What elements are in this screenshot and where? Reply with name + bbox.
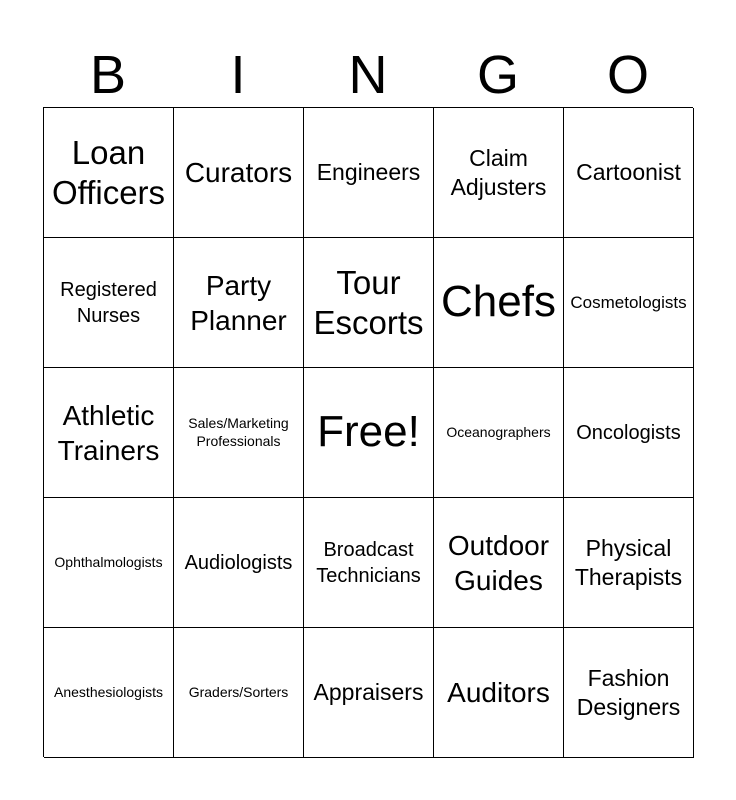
cell-label: Registered Nurses	[60, 278, 157, 327]
bingo-cell[interactable]	[44, 628, 174, 758]
cell-label: Graders/Sorters	[188, 683, 289, 700]
bingo-cell[interactable]	[434, 498, 564, 628]
cell-label: Engineers	[316, 159, 421, 186]
cell-label: Auditors	[447, 677, 550, 708]
bingo-cell[interactable]	[174, 498, 304, 628]
cell-label: Athletic Trainers	[57, 399, 160, 466]
cell-label: Fashion Designers	[576, 664, 681, 720]
cell-label: Oncologists	[576, 421, 681, 444]
cell-label: Outdoor Guides	[447, 529, 550, 596]
cell-label: Loan Officers	[51, 133, 166, 211]
cell-label: Anesthesiologists	[54, 683, 163, 700]
bingo-cell[interactable]	[564, 238, 694, 368]
bingo-cell[interactable]	[44, 238, 174, 368]
bingo-cell[interactable]	[174, 238, 304, 368]
bingo-board	[43, 107, 693, 757]
cell-label: Sales/Marketing Professionals	[188, 415, 289, 449]
cell-label: Broadcast Technicians	[316, 538, 421, 587]
cell-label: Curators	[184, 157, 293, 188]
cell-label: Physical Therapists	[574, 534, 683, 590]
bingo-cell[interactable]	[434, 628, 564, 758]
bingo-cell[interactable]	[44, 108, 174, 238]
cell-label: Ophthalmologists	[54, 553, 163, 570]
cell-label: Appraisers	[313, 679, 424, 706]
bingo-cell[interactable]	[564, 498, 694, 628]
bingo-cell[interactable]	[434, 368, 564, 498]
cell-label: Party Planner	[190, 269, 287, 336]
header-letter-i: I	[230, 45, 246, 105]
bingo-cell[interactable]	[304, 238, 434, 368]
bingo-cell[interactable]	[564, 108, 694, 238]
bingo-cell[interactable]	[564, 368, 694, 498]
cell-label: Cosmetologists	[570, 292, 687, 312]
bingo-cell[interactable]	[434, 238, 564, 368]
cell-label: Cartoonist	[576, 159, 681, 186]
bingo-cell[interactable]	[44, 368, 174, 498]
bingo-cell[interactable]	[304, 108, 434, 238]
cell-label: Audiologists	[184, 551, 293, 574]
free-space-label: Free!	[317, 407, 420, 457]
free-space-cell[interactable]	[304, 368, 434, 498]
cell-label: Chefs	[441, 277, 556, 327]
bingo-cell[interactable]	[304, 628, 434, 758]
bingo-cell[interactable]	[304, 498, 434, 628]
cell-label: Tour Escorts	[313, 263, 424, 341]
cell-label: Claim Adjusters	[450, 144, 547, 200]
bingo-cell[interactable]	[434, 108, 564, 238]
header-letter-b: B	[89, 45, 127, 105]
bingo-cell[interactable]	[174, 368, 304, 498]
bingo-cell[interactable]	[564, 628, 694, 758]
header-letter-n: N	[348, 45, 388, 105]
bingo-cell[interactable]	[44, 498, 174, 628]
bingo-cell[interactable]	[174, 628, 304, 758]
bingo-header	[43, 44, 693, 106]
header-letter-g: G	[476, 45, 519, 105]
header-letter-o: O	[606, 45, 649, 105]
bingo-cell[interactable]	[174, 108, 304, 238]
cell-label: Oceanographers	[446, 423, 551, 440]
